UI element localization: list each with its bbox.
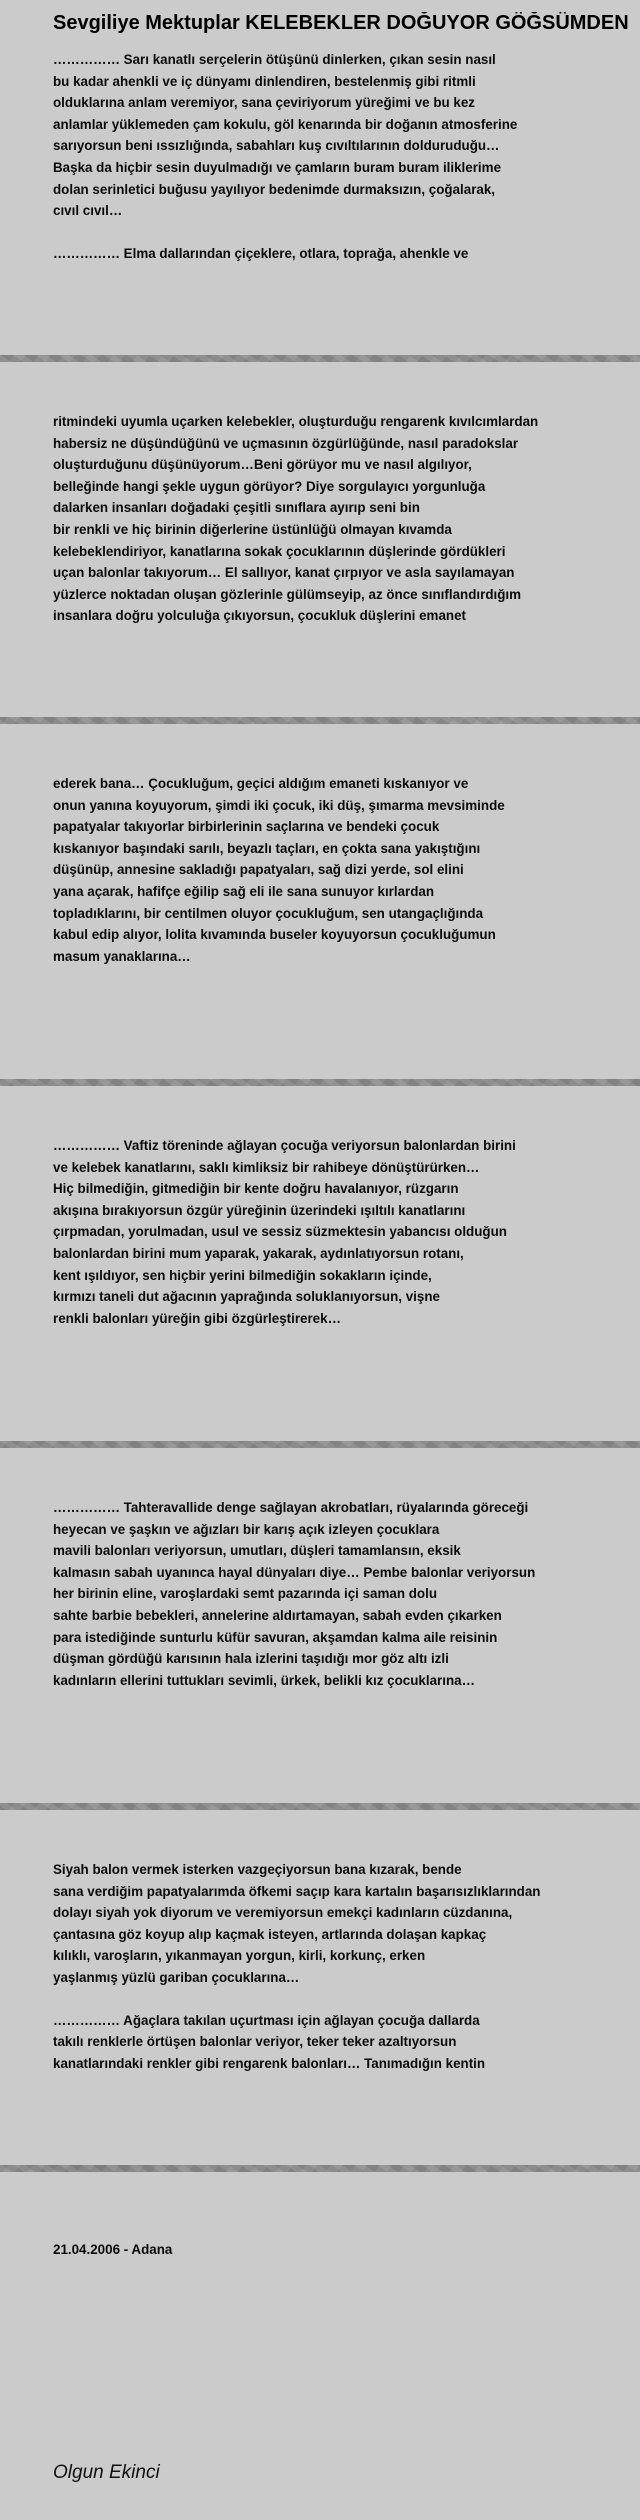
section-3-paragraph-1: ederek bana… Çocukluğum, geçici aldığım emaneti kıskanıyor ve onun yanına koyuyorum, şimdi iki çocuk, iki düş, şımarma mevsiminde papatyalar takıyorlar birbirlerinin saçlarına ve bendeki çocuk kıskanıyor başındaki sarılı, beyazlı taçları, en çokta sana yakıştığını düşünüp, annesine sakladığı papatyaları, sağ dizi yerde, sol elini yana açarak, hafifçe eğilip sağ eli ile sana sunuyor kırlardan topladıklarını, bir centilmen oluyor çocukluğum, sen utangaçlığında kabul edip alıyor, lolita kıvamında buseler koyuyorsun çocukluğumun masum yanaklarına…: [53, 776, 505, 964]
section-6-paragraph-2: …………… Ağaçlara takılan uçurtması için ağlayan çocuğa dallarda takılı renklerle örtüşen balonlar veriyor, teker teker azaltıyorsun kanatlarındaki renkler gibi rengarenk balonları… Tanımadığın kentin: [53, 2012, 486, 2071]
text-panel-6: [0, 1810, 640, 2165]
text-panel-3: [0, 724, 640, 1079]
title-panel: [0, 0, 640, 355]
text-panel-5: [0, 1448, 640, 1803]
author-signature: Olgun Ekinci: [53, 2462, 160, 2483]
section-2-paragraph-1: ritmindeki uyumla uçarken kelebekler, oluşturduğu rengarenk kıvılcımlardan habersiz ne düşündüğünü ve uçmasının özgürlüğünde, nasıl paradokslar oluşturduğunu düşünüyorum…Beni görüyor mu ve nasıl algılıyor, belleğinde hangi şekle uygun görüyor? Diye sorgulayıcı yorgunluğa dalarken insanları doğadaki çeşitli sınıflara ayırıp seni bin bir renkli ve hiç birinin diğerlerine üstünlüğü olmayan kıvamda kelebeklendiriyor, kanatlarına sokak çocuklarının düşlerinde gördükleri uçan balonlar takıyorum… El sallıyor, kanat çırpıyor ve asla sayılamayan yüzlerce noktadan oluşan gözlerinle gülümseyip, az önce sınıflandırdığım insanlara doğru yolculuğa çıkıyorsun, çocukluk düşlerini emanet: [53, 414, 539, 624]
section-4-paragraph-1: …………… Vaftiz töreninde ağlayan çocuğa veriyorsun balonlardan birini ve kelebek kanatlarını, saklı kimliksiz bir rahibeye dönüştürürken… Hiç bilmediğin, gitmediğin bir kente doğru havalanıyor, rüzgarın akışına bırakıyorsun özgür yüreğinin üzerindeki ışıltılı kanatlarını çırpmadan, yorulmadan, usul ve sessiz süzmektesin yabancısı olduğun balonlardan birini mum yaparak, yakarak, aydınlatıyorsun rotanı, kent ışıldıyor, sen hiçbir yerini bilmediğin sokakların içinde, kırmızı taneli dut ağacının yaprağında soluklanıyorsun, vişne renkli balonları yüreğin gibi özgürleştirerek…: [53, 1138, 516, 1326]
section-1-paragraph-1: …………… Sarı kanatlı serçelerin ötüşünü dinlerken, çıkan sesin nasıl bu kadar ahenkli ve iç dünyamı dinlendiren, bestelenmiş gibi ritmli olduklarına anlam veremiyor, sana çeviriyorum yüreğimi ve bu kez anlamlar yüklemeden çam kokulu, göl kenarında bir doğanın atmosferine sarıyorsun beni ıssızlığında, sabahları kuş cıvıltılarının dolduruduğu… Başka da hiçbir sesin duyulmadığı ve çamların buram buram iliklerime dolan serinletici buğusu yayılıyor bedenimde durmaksızın, çoğalarak, cıvıl cıvıl…: [53, 52, 518, 219]
section-5-paragraph-1: …………… Tahteravallide denge sağlayan akrobatları, rüyalarında göreceği heyecan ve şaşkın ve ağızları bir karış açık izleyen çocuklara mavili balonları veriyorsun, umutları, düşleri tamamlansın, eksik kalmasın sabah uyanınca hayal dünyaları diye… Pembe balonlar veriyorsun her birinin eline, varoşlardaki semt pazarında içi saman dolu sahte barbie bebekleri, annelerine aldırtamayan, sabah evden çıkarken para istediğinde sunturlu küfür savuran, akşamdan kalma aile reisinin düşman gördüğü karısının hala izlerini taşıdığı mor göz altı izli kadınların ellerini tuttukları sevimli, ürkek, belikli kız çocuklarına…: [53, 1500, 536, 1688]
text-panel-4: [0, 1086, 640, 1441]
text-panel-2: [0, 362, 640, 717]
letter-date: 21.04.2006 - Adana: [53, 2242, 173, 2257]
section-1-paragraph-2: …………… Elma dallarından çiçeklere, otlara, toprağa, ahenkle ve: [53, 245, 469, 261]
section-6-paragraph-1: Siyah balon vermek isterken vazgeçiyorsun bana kızarak, bende sana verdiğim papatyalarımda öfkemi saçıp kara kartalın başarısızlıklarından dolayı siyah yok diyorum ve veremiyorsun emekçi kadınların cüzdanına, çantasına göz koyup alıp kaçmak isteyen, artlarında dolaşan kapkaç kılıklı, varoşların, yıkanmayan yorgun, kirli, korkunç, erken yaşlanmış yüzlü gariban çocuklarına…: [53, 1862, 541, 1985]
page-title: Sevgiliye Mektuplar KELEBEKLER DOĞUYOR GÖĞSÜMDEN: [53, 12, 629, 34]
